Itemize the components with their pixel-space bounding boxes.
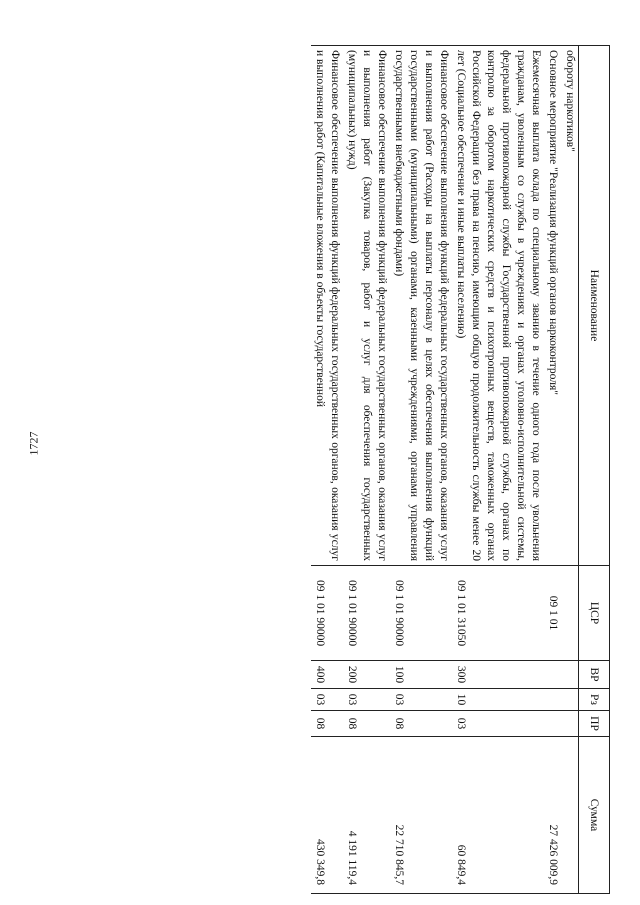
row-rz <box>544 689 561 711</box>
row-vr: 200 <box>343 661 390 689</box>
row-name: Основное мероприятие "Реализация функций органов наркоконтроля" <box>544 46 561 566</box>
table-header-row <box>579 46 610 894</box>
row-name: Финансовое обеспечение выполнения функций федеральных государственных органов, оказания услуг и выполнения работ (Капитальные вложения в объекты государственной <box>311 46 343 566</box>
table-row <box>452 46 544 894</box>
row-sum: 60 849,4 <box>452 737 544 894</box>
row-sum: 4 191 119,4 <box>343 737 390 894</box>
row-pr: 08 <box>311 711 343 737</box>
row-csr: 09 1 01 90000 <box>390 566 452 661</box>
table-row <box>544 46 561 894</box>
header-name: Наименование <box>579 46 610 566</box>
budget-table <box>311 45 610 894</box>
row-vr: 300 <box>452 661 544 689</box>
row-rz: 03 <box>343 689 390 711</box>
row-rz: 03 <box>390 689 452 711</box>
page-number: 1727 <box>26 431 41 456</box>
row-vr: 400 <box>311 661 343 689</box>
row-sum: 430 349,8 <box>311 737 343 894</box>
table-row <box>311 46 343 894</box>
header-vr: ВР <box>579 661 610 689</box>
header-sum: Сумма <box>579 737 610 894</box>
row-vr: 100 <box>390 661 452 689</box>
header-csr: ЦСР <box>579 566 610 661</box>
table-row <box>343 46 390 894</box>
row-rz: 03 <box>311 689 343 711</box>
table-row <box>561 46 579 894</box>
row-name: Финансовое обеспечение выполнения функций федеральных государственных органов, оказания услуг и выполнения работ (Закупка товаров, работ и услуг для обеспечения государственных (муниципальных) нужд) <box>343 46 390 566</box>
row-pr <box>544 711 561 737</box>
row-csr: 09 1 01 31050 <box>452 566 544 661</box>
row-pr: 08 <box>390 711 452 737</box>
row-name: обороту наркотиков" <box>561 46 579 566</box>
row-sum: 22 710 845,7 <box>390 737 452 894</box>
row-name: Финансовое обеспечение выполнения функций федеральных государственных органов, оказания услуг и выполнения работ (Расходы на выплаты персоналу в целях обеспечения выполнения функций государственными (муниципальными) органами, казенными учреждениями, органами управления государственными внебюджетными фондами) <box>390 46 452 566</box>
row-pr: 03 <box>452 711 544 737</box>
row-pr: 08 <box>343 711 390 737</box>
row-vr <box>544 661 561 689</box>
header-pr: ПР <box>579 711 610 737</box>
table-row <box>390 46 452 894</box>
row-csr: 09 1 01 <box>544 566 561 661</box>
row-csr <box>561 566 579 661</box>
row-csr: 09 1 01 90000 <box>311 566 343 661</box>
row-name: Ежемесячная выплата оклада по специальному званию в течение одного года после увольнения гражданам, уволенным со службы в учреждениях и органах уголовно-исполнительной системы, федеральной противопожарной службы Государственной противопожарной службы, органах по контролю за оборотом наркотических средств и психотропных веществ, таможенных органах Российской Федерации без права на пенсию, имеющим общую продолжительность службы менее 20 лет (Социальное обеспечение и иные выплаты населению) <box>452 46 544 566</box>
row-rz <box>561 689 579 711</box>
row-rz: 10 <box>452 689 544 711</box>
row-pr <box>561 711 579 737</box>
row-sum: 27 426 009,9 <box>544 737 561 894</box>
budget-table-frame <box>85 45 610 893</box>
row-csr: 09 1 01 90000 <box>343 566 390 661</box>
header-rz: Рз <box>579 689 610 711</box>
row-sum <box>561 737 579 894</box>
row-vr <box>561 661 579 689</box>
